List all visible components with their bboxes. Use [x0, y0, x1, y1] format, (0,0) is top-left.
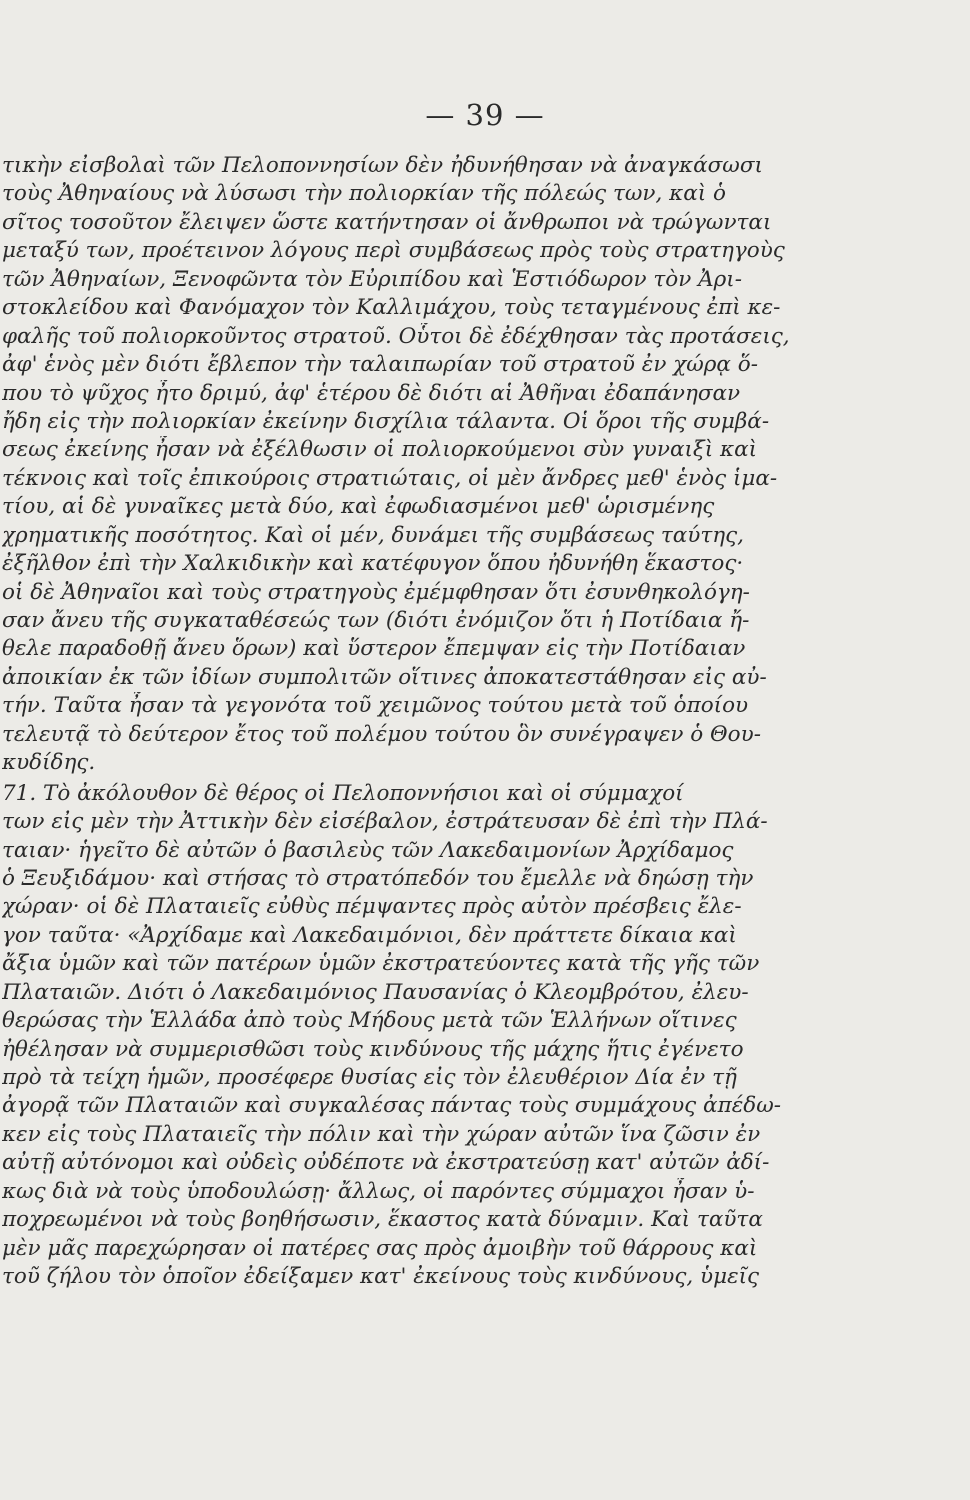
text-line: τελευτᾷ τὸ δεύτερον ἔτος τοῦ πολέμου τούτου ὃν συνέγραψεν ὁ Θου-: [2, 721, 761, 747]
paragraph-2: [2, 780, 814, 1292]
text-line: μὲν μᾶς παρεχώρησαν οἱ πατέρες σας πρὸς ἀμοιβὴν τοῦ θάρρους καὶ: [2, 1235, 758, 1261]
text-line: ἀποικίαν ἐκ τῶν ἰδίων συμπολιτῶν οἵτινες ἀποκατεστάθησαν εἰς αὐ-: [2, 664, 767, 690]
text-line: αὐτῇ αὐτόνομοι καὶ οὐδεὶς οὐδέποτε νὰ ἐκστρατεύσῃ κατ' αὐτῶν ἀδί-: [2, 1150, 770, 1176]
text-line: ἐξῆλθον ἐπὶ τὴν Χαλκιδικὴν καὶ κατέφυγον ὅπου ἠδυνήθη ἕκαστος·: [2, 551, 744, 577]
page-number: — 39 —: [425, 98, 545, 132]
text-line: ὁ Ξευξιδάμου· καὶ στήσας τὸ στρατόπεδόν του ἔμελλε νὰ δηώσῃ τὴν: [2, 865, 754, 891]
text-line: πρὸ τὰ τείχη ἡμῶν, προσέφερε θυσίας εἰς τὸν ἐλευθέριον Δία ἐν τῇ: [2, 1065, 737, 1090]
text-line: τέκνοις καὶ τοῖς ἐπικούροις στρατιώταις, οἱ μὲν ἄνδρες μεθ' ἑνὸς ἱμα-: [2, 465, 778, 491]
text-line: θελε παραδοθῇ ἄνευ ὅρων) καὶ ὕστερον ἔπεμψαν εἰς τὴν Ποτίδαιαν: [2, 636, 746, 662]
text-line: κεν εἰς τοὺς Πλαταιεῖς τὴν πόλιν καὶ τὴν χώραν αὐτῶν ἵνα ζῶσιν ἐν: [2, 1121, 761, 1147]
text-line: στοκλείδου καὶ Φανόμαχον τὸν Καλλιμάχου, τοὺς τεταγμένους ἐπὶ κε-: [2, 295, 781, 321]
text-line: σεως ἐκείνης ἦσαν νὰ ἐξέλθωσιν οἱ πολιορκούμενοι σὺν γυναιξὶ καὶ: [2, 437, 758, 463]
paragraph-1: [2, 152, 814, 778]
text-line: ἄξια ὑμῶν καὶ τῶν πατέρων ὑμῶν ἐκστρατεύοντες κατὰ τῆς γῆς τῶν: [2, 951, 760, 977]
text-line: ἤδη εἰς τὴν πολιορκίαν ἐκείνην δισχίλια τάλαντα. Οἱ ὅροι τῆς συμβά-: [2, 408, 770, 434]
text-line: τοῦ ζήλου τὸν ὁποῖον ἐδείξαμεν κατ' ἐκείνους τοὺς κινδύνους, ὑμεῖς: [2, 1264, 760, 1290]
text-line: σαν ἄνευ τῆς συγκαταθέσεώς των (διότι ἐνόμιζον ὅτι ἡ Ποτίδαια ἤ-: [2, 608, 750, 633]
text-line: ταιαν· ἡγεῖτο δὲ αὐτῶν ὁ βασιλεὺς τῶν Λακεδαιμονίων Ἀρχίδαμος: [2, 837, 734, 863]
text-line: φαλῆς τοῦ πολιορκοῦντος στρατοῦ. Οὗτοι δὲ ἐδέχθησαν τὰς προτάσεις,: [2, 323, 790, 349]
text-line: τικὴν εἰσβολαὶ τῶν Πελοποννησίων δὲν ἠδυνήθησαν νὰ ἀναγκάσωσι: [2, 153, 763, 178]
text-line: χρηματικῆς ποσότητος. Καὶ οἱ μέν, δυνάμει τῆς συμβάσεως ταύτης,: [2, 522, 744, 548]
text-line: μεταξύ των, προέτεινον λόγους περὶ συμβάσεως πρὸς τοὺς στρατηγοὺς: [2, 238, 785, 264]
text-line: τήν. Ταῦτα ἦσαν τὰ γεγονότα τοῦ χειμῶνος τούτου μετὰ τοῦ ὁποίου: [2, 693, 749, 719]
text-line: ἠθέλησαν νὰ συμμερισθῶσι τοὺς κινδύνους τῆς μάχης ἥτις ἐγένετο: [2, 1036, 744, 1062]
text-line: Πλαταιῶν. Διότι ὁ Λακεδαιμόνιος Παυσανίας ὁ Κλεομβρότου, ἐλευ-: [2, 979, 749, 1005]
text-line: των εἰς μὲν τὴν Ἀττικὴν δὲν εἰσέβαλον, ἐστράτευσαν δὲ ἐπὶ τὴν Πλά-: [2, 809, 768, 835]
text-line: χώραν· οἱ δὲ Πλαταιεῖς εὐθὺς πέμψαντες πρὸς αὐτὸν πρέσβεις ἔλε-: [2, 894, 742, 920]
text-line: οἱ δὲ Ἀθηναῖοι καὶ τοὺς στρατηγοὺς ἐμέμφθησαν ὅτι ἐσυνθηκολόγη-: [2, 579, 750, 605]
text-line: τῶν Ἀθηναίων, Ξενοφῶντα τὸν Εὐριπίδου καὶ Ἑστιόδωρον τὸν Ἀρι-: [2, 266, 742, 292]
text-line: κως διὰ νὰ τοὺς ὑποδουλώσῃ· ἄλλως, οἱ παρόντες σύμμαχοι ἦσαν ὑ-: [2, 1178, 755, 1204]
text-line: θερώσας τὴν Ἑλλάδα ἀπὸ τοὺς Μήδους μετὰ τῶν Ἑλλήνων οἵτινες: [2, 1008, 737, 1034]
text-line: τοὺς Ἀθηναίους νὰ λύσωσι τὴν πολιορκίαν τῆς πόλεώς των, καὶ ὁ: [2, 181, 726, 207]
text-line: τίου, αἱ δὲ γυναῖκες μετὰ δύο, καὶ ἐφωδιασμένοι μεθ' ὡρισμένης: [2, 494, 715, 520]
text-line: ἀφ' ἑνὸς μὲν διότι ἔβλεπον τὴν ταλαιπωρίαν τοῦ στρατοῦ ἐν χώρᾳ ὅ-: [2, 352, 758, 378]
text-line: 71. Τὸ ἀκόλουθον δὲ θέρος οἱ Πελοποννήσιοι καὶ οἱ σύμμαχοί: [2, 780, 684, 806]
text-line: ἀγορᾷ τῶν Πλαταιῶν καὶ συγκαλέσας πάντας τοὺς συμμάχους ἀπέδω-: [2, 1093, 781, 1119]
text-line: κυδίδης.: [2, 750, 96, 776]
text-line: σῖτος τοσοῦτον ἔλειψεν ὥστε κατήντησαν οἱ ἄνθρωποι νὰ τρώγωνται: [2, 209, 772, 235]
text-line: που τὸ ψῦχος ἦτο δριμύ, ἀφ' ἑτέρου δὲ διότι αἱ Ἀθῆναι ἐδαπάνησαν: [2, 380, 741, 406]
text-line: ποχρεωμένοι νὰ τοὺς βοηθήσωσιν, ἕκαστος κατὰ δύναμιν. Καὶ ταῦτα: [2, 1207, 763, 1233]
text-line: γον ταῦτα· «Ἀρχίδαμε καὶ Λακεδαιμόνιοι, δὲν πράττετε δίκαια καὶ: [2, 922, 737, 948]
body-text: [2, 152, 814, 1292]
